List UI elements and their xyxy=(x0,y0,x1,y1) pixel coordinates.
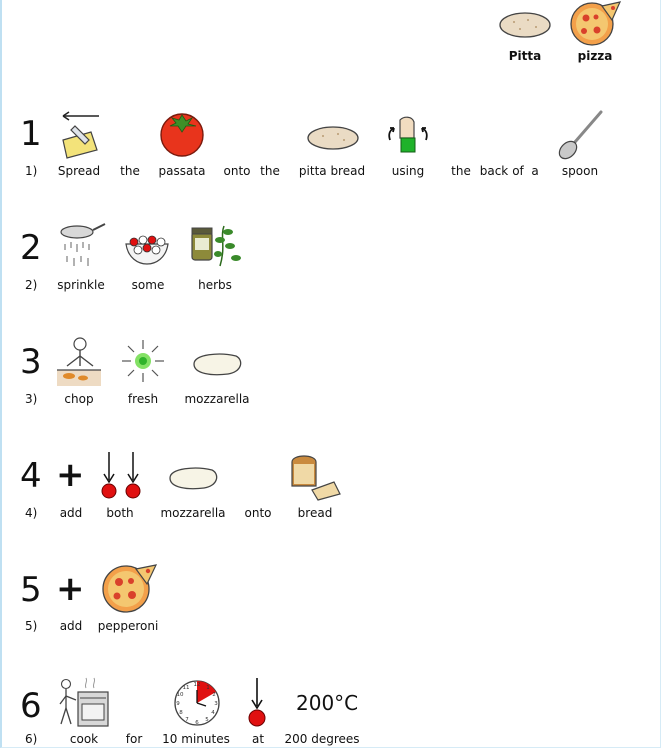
chop-person-icon xyxy=(55,336,105,388)
plus-icon: + xyxy=(56,455,85,495)
herbs-jar-icon xyxy=(190,222,244,272)
svg-text:7: 7 xyxy=(185,717,189,723)
step1-word-of: of xyxy=(512,164,524,178)
spread-butter-icon xyxy=(55,110,105,160)
step4-word-onto: onto xyxy=(244,506,272,520)
step4-word-add: add xyxy=(59,506,83,520)
some-bowl-icon xyxy=(122,232,172,266)
step1-word-pitta-bread: pitta bread xyxy=(298,164,366,178)
plus-icon: + xyxy=(56,569,85,609)
step-number-2: 2 xyxy=(20,228,42,268)
mozzarella-icon xyxy=(190,350,244,378)
step5-word-pepperoni: pepperoni xyxy=(97,619,159,633)
temperature-label: 200°C xyxy=(296,691,359,715)
svg-text:10: 10 xyxy=(176,692,184,698)
step-number-5: 5 xyxy=(20,570,42,610)
header-label-pizza: pizza xyxy=(577,49,613,63)
step3-word-mozzarella: mozzarella xyxy=(184,392,250,406)
step6-word-at: at xyxy=(251,732,265,746)
svg-text:9: 9 xyxy=(176,701,180,707)
pitta-bread-icon xyxy=(498,8,552,40)
spoon-icon xyxy=(553,108,607,162)
step5-word-add: add xyxy=(59,619,83,633)
step1-word-using: using xyxy=(391,164,425,178)
cook-oven-icon xyxy=(58,678,110,728)
step6-word-for: for xyxy=(125,732,143,746)
step6-word-200-degrees: 200 degrees xyxy=(284,732,360,746)
step1-word-a: a xyxy=(531,164,539,178)
step-index-5: 5) xyxy=(25,619,38,633)
step2-word-sprinkle: sprinkle xyxy=(57,278,105,292)
step6-word-10-minutes: 10 minutes xyxy=(162,732,230,746)
step-index-3: 3) xyxy=(25,392,38,406)
step-index-4: 4) xyxy=(25,506,38,520)
header-label-pitta: Pitta xyxy=(508,49,542,63)
step4-word-mozzarella: mozzarella xyxy=(160,506,226,520)
step1-word-the-2: the xyxy=(260,164,280,178)
pepperoni-pizza-icon xyxy=(100,562,158,614)
step4-word-both: both xyxy=(106,506,134,520)
step1-word-spoon: spoon xyxy=(561,164,599,178)
step1-word-the-3: the xyxy=(451,164,471,178)
step-number-6: 6 xyxy=(20,686,42,726)
svg-text:1: 1 xyxy=(206,685,210,691)
mozzarella-icon xyxy=(166,464,220,492)
svg-text:8: 8 xyxy=(179,710,183,716)
step1-word-passata: passata xyxy=(158,164,206,178)
both-arrows-icon xyxy=(98,448,144,500)
step3-word-chop: chop xyxy=(64,392,94,406)
step-number-3: 3 xyxy=(20,342,42,382)
step6-word-cook: cook xyxy=(69,732,99,746)
step-number-1: 1 xyxy=(20,114,42,154)
step1-word-the: the xyxy=(120,164,140,178)
step-index-2: 2) xyxy=(25,278,38,292)
sprinkle-sieve-icon xyxy=(55,222,107,272)
svg-text:5: 5 xyxy=(205,717,209,723)
step2-word-some: some xyxy=(131,278,165,292)
svg-text:6: 6 xyxy=(195,720,199,726)
pizza-icon xyxy=(566,0,622,48)
at-arrow-icon xyxy=(244,676,270,728)
svg-text:2: 2 xyxy=(212,692,216,698)
using-hand-icon xyxy=(382,114,434,156)
step1-word-spread: Spread xyxy=(57,164,101,178)
bread-loaf-icon xyxy=(288,452,344,502)
svg-text:3: 3 xyxy=(214,701,218,707)
tomato-icon xyxy=(158,110,206,158)
svg-text:11: 11 xyxy=(182,685,190,691)
svg-text:4: 4 xyxy=(211,710,215,716)
step2-word-herbs: herbs xyxy=(198,278,232,292)
step-number-4: 4 xyxy=(20,456,42,496)
step1-word-back: back xyxy=(479,164,509,178)
step-index-1: 1) xyxy=(25,164,38,178)
fresh-sparkle-icon xyxy=(120,338,166,384)
step3-word-fresh: fresh xyxy=(127,392,159,406)
step4-word-bread: bread xyxy=(297,506,333,520)
step1-word-onto: onto xyxy=(223,164,251,178)
clock-icon xyxy=(172,678,222,728)
step-index-6: 6) xyxy=(25,732,38,746)
pitta-bread-icon xyxy=(306,124,360,152)
svg-text:12: 12 xyxy=(193,682,201,688)
